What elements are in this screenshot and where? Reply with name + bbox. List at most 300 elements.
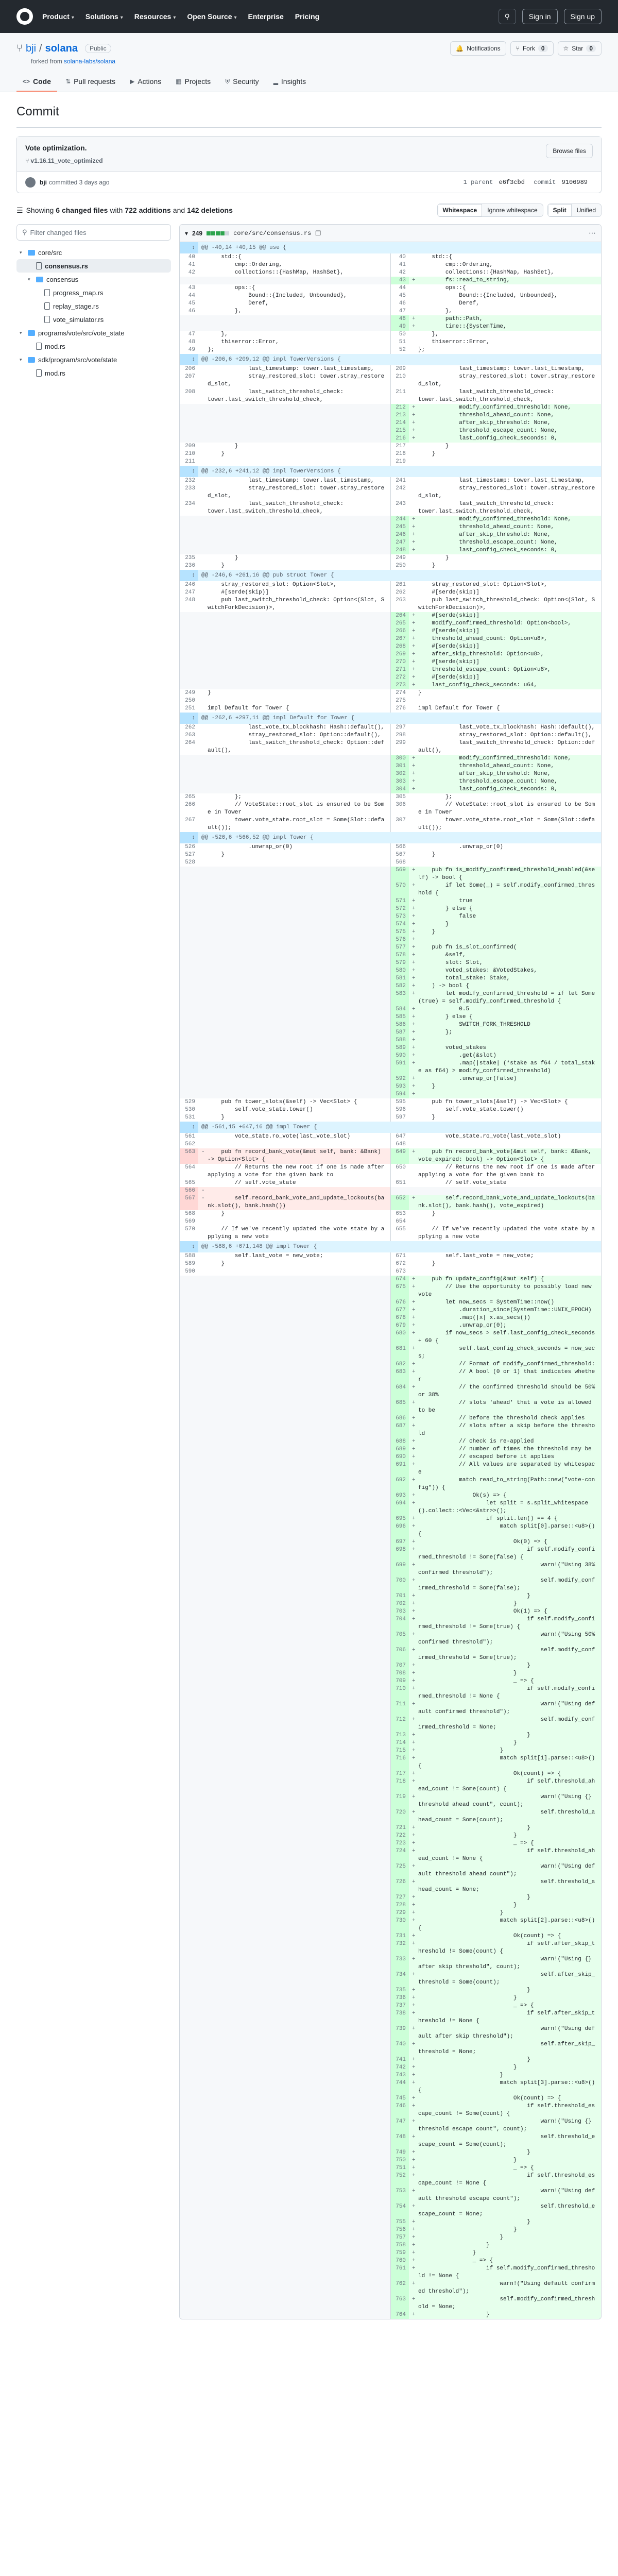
left-line-number[interactable]: 250 [185, 698, 195, 704]
right-line-number[interactable]: 697 [390, 1538, 409, 1546]
left-line-number[interactable] [180, 897, 198, 905]
forked-from-link[interactable]: solana-labs/solana [64, 58, 116, 65]
left-line-number[interactable] [180, 1299, 198, 1307]
left-line-number[interactable] [180, 2265, 198, 2280]
right-line-number[interactable]: 47 [390, 308, 409, 315]
left-line-number[interactable]: 236 [185, 563, 195, 569]
right-line-number[interactable]: 570 [390, 882, 409, 897]
left-line-number[interactable] [180, 651, 198, 658]
right-line-number[interactable]: 747 [390, 2118, 409, 2133]
right-line-number[interactable]: 594 [390, 1091, 409, 1098]
right-line-number[interactable]: 762 [390, 2280, 409, 2296]
right-line-number[interactable]: 731 [390, 1933, 409, 1940]
right-line-number[interactable]: 707 [390, 1662, 409, 1670]
left-line-number[interactable] [180, 1824, 198, 1832]
right-line-number[interactable]: 299 [390, 739, 409, 755]
right-line-number[interactable]: 650 [390, 1164, 409, 1179]
left-line-number[interactable]: 528 [185, 859, 195, 866]
right-line-number[interactable]: 739 [390, 2025, 409, 2041]
left-line-number[interactable] [180, 1662, 198, 1670]
left-line-number[interactable] [180, 435, 198, 443]
left-line-number[interactable] [180, 1739, 198, 1747]
right-line-number[interactable]: 651 [390, 1179, 409, 1187]
right-line-number[interactable] [390, 1187, 409, 1195]
left-line-number[interactable] [180, 2218, 198, 2226]
right-line-number[interactable]: 209 [390, 365, 409, 373]
right-line-number[interactable]: 701 [390, 1592, 409, 1600]
left-line-number[interactable] [180, 674, 198, 682]
left-line-number[interactable] [180, 2311, 198, 2319]
left-line-number[interactable] [180, 1538, 198, 1546]
left-line-number[interactable]: 45 [188, 300, 195, 307]
right-line-number[interactable]: 574 [390, 921, 409, 928]
left-line-number[interactable] [180, 1013, 198, 1021]
tree-folder[interactable] [16, 246, 171, 259]
left-line-number[interactable]: 248 [185, 597, 195, 603]
left-line-number[interactable] [180, 1577, 198, 1592]
tree-folder[interactable] [16, 326, 171, 340]
left-line-number[interactable] [180, 975, 198, 982]
right-line-number[interactable]: 211 [390, 388, 409, 396]
left-line-number[interactable] [180, 2103, 198, 2118]
left-line-number[interactable] [180, 944, 198, 952]
left-line-number[interactable] [180, 2072, 198, 2079]
right-line-number[interactable]: 675 [390, 1283, 409, 1299]
right-line-number[interactable]: 303 [390, 778, 409, 786]
right-line-number[interactable]: 275 [390, 697, 409, 705]
right-line-number[interactable]: 48 [390, 315, 409, 323]
right-line-number[interactable]: 49 [390, 323, 409, 331]
left-line-number[interactable]: 565 [185, 1180, 195, 1186]
left-line-number[interactable] [180, 867, 198, 882]
left-line-number[interactable]: 562 [185, 1141, 195, 1147]
left-line-number[interactable]: 589 [185, 1261, 195, 1267]
right-line-number[interactable]: 270 [390, 658, 409, 666]
left-line-number[interactable] [180, 1894, 198, 1902]
left-line-number[interactable] [180, 2118, 198, 2133]
right-line-number[interactable]: 297 [390, 724, 409, 732]
right-line-number[interactable]: 753 [390, 2188, 409, 2203]
right-line-number[interactable]: 709 [390, 1677, 409, 1685]
right-line-number[interactable]: 746 [390, 2103, 409, 2118]
right-line-number[interactable]: 724 [390, 1848, 409, 1863]
left-line-number[interactable]: 531 [185, 1114, 195, 1121]
right-line-number[interactable]: 580 [390, 967, 409, 975]
right-line-number[interactable]: 744 [390, 2079, 409, 2095]
left-line-number[interactable] [180, 419, 198, 427]
left-line-number[interactable]: 569 [185, 1218, 195, 1225]
left-line-number[interactable]: 207 [185, 374, 195, 380]
right-line-number[interactable]: 708 [390, 1670, 409, 1677]
left-line-number[interactable] [180, 1399, 198, 1415]
left-line-number[interactable] [180, 1902, 198, 1909]
left-line-number[interactable] [180, 2226, 198, 2234]
right-line-number[interactable]: 684 [390, 1384, 409, 1399]
right-line-number[interactable]: 727 [390, 1894, 409, 1902]
tab-actions[interactable] [124, 73, 167, 92]
expand-icon[interactable]: ↕ [180, 570, 198, 581]
left-line-number[interactable] [180, 882, 198, 897]
left-line-number[interactable] [180, 1345, 198, 1361]
expand-icon[interactable]: ↕ [180, 1122, 198, 1133]
tab-projects[interactable] [169, 73, 217, 92]
expand-icon[interactable]: ↕ [180, 1241, 198, 1252]
right-line-number[interactable]: 687 [390, 1422, 409, 1438]
left-line-number[interactable] [180, 1052, 198, 1060]
left-line-number[interactable] [180, 1747, 198, 1755]
right-line-number[interactable]: 696 [390, 1523, 409, 1538]
right-line-number[interactable]: 272 [390, 674, 409, 682]
right-line-number[interactable]: 706 [390, 1647, 409, 1662]
left-line-number[interactable] [180, 1037, 198, 1044]
right-line-number[interactable]: 692 [390, 1477, 409, 1492]
right-line-number[interactable]: 715 [390, 1747, 409, 1755]
right-line-number[interactable]: 273 [390, 682, 409, 689]
right-line-number[interactable]: 586 [390, 1021, 409, 1029]
right-line-number[interactable]: 654 [390, 1218, 409, 1226]
search-icon[interactable]: ⚲ [499, 9, 516, 24]
left-line-number[interactable]: 235 [185, 555, 195, 561]
right-line-number[interactable]: 730 [390, 1917, 409, 1933]
right-line-number[interactable] [390, 396, 409, 404]
left-line-number[interactable] [180, 620, 198, 628]
right-line-number[interactable]: 300 [390, 755, 409, 762]
left-line-number[interactable] [180, 1600, 198, 1608]
tree-file[interactable] [16, 313, 171, 326]
tree-file[interactable] [16, 286, 171, 299]
right-line-number[interactable]: 742 [390, 2064, 409, 2072]
right-line-number[interactable]: 758 [390, 2242, 409, 2249]
right-line-number[interactable]: 210 [390, 373, 409, 388]
left-line-number[interactable] [180, 1940, 198, 1956]
expand-icon[interactable]: ↕ [180, 832, 198, 843]
right-line-number[interactable]: 717 [390, 1770, 409, 1778]
left-line-number[interactable] [180, 1793, 198, 1809]
left-line-number[interactable] [180, 1415, 198, 1422]
right-line-number[interactable]: 576 [390, 936, 409, 944]
left-line-number[interactable] [180, 1044, 198, 1052]
more-options-icon[interactable]: ⋯ [589, 229, 596, 237]
right-line-number[interactable]: 216 [390, 435, 409, 443]
left-line-number[interactable]: 526 [185, 844, 195, 850]
right-line-number[interactable]: 572 [390, 905, 409, 913]
right-line-number[interactable]: 585 [390, 1013, 409, 1021]
right-line-number[interactable]: 581 [390, 975, 409, 982]
right-line-number[interactable]: 694 [390, 1500, 409, 1515]
left-line-number[interactable] [180, 1021, 198, 1029]
right-line-number[interactable]: 212 [390, 404, 409, 412]
left-line-number[interactable] [180, 2010, 198, 2025]
left-line-number[interactable] [180, 2257, 198, 2265]
right-line-number[interactable]: 249 [390, 554, 409, 562]
repo-owner-link[interactable]: bji [26, 42, 37, 54]
collapse-icon[interactable]: ▾ [185, 229, 188, 237]
right-line-number[interactable]: 677 [390, 1307, 409, 1314]
right-line-number[interactable]: 582 [390, 982, 409, 990]
left-line-number[interactable] [180, 1006, 198, 1013]
nav-item-solutions[interactable]: Solutions ▾ [85, 12, 123, 21]
right-line-number[interactable]: 250 [390, 562, 409, 570]
right-line-number[interactable]: 728 [390, 1902, 409, 1909]
right-line-number[interactable]: 718 [390, 1778, 409, 1793]
right-line-number[interactable]: 569 [390, 867, 409, 882]
right-line-number[interactable]: 652 [390, 1195, 409, 1210]
left-line-number[interactable] [180, 921, 198, 928]
right-line-number[interactable]: 648 [390, 1141, 409, 1148]
right-line-number[interactable]: 265 [390, 620, 409, 628]
right-line-number[interactable]: 733 [390, 1956, 409, 1971]
left-line-number[interactable] [180, 2172, 198, 2188]
left-line-number[interactable]: 266 [185, 802, 195, 808]
right-line-number[interactable]: 710 [390, 1685, 409, 1701]
right-line-number[interactable]: 568 [390, 859, 409, 867]
left-line-number[interactable] [180, 2095, 198, 2103]
right-line-number[interactable]: 756 [390, 2226, 409, 2234]
left-line-number[interactable] [180, 2234, 198, 2242]
left-line-number[interactable] [180, 770, 198, 778]
right-line-number[interactable]: 732 [390, 1940, 409, 1956]
left-line-number[interactable] [180, 2056, 198, 2064]
right-line-number[interactable]: 305 [390, 793, 409, 801]
right-line-number[interactable]: 245 [390, 523, 409, 531]
left-line-number[interactable] [180, 1438, 198, 1446]
left-line-number[interactable] [180, 682, 198, 689]
left-line-number[interactable]: 232 [185, 478, 195, 484]
right-line-number[interactable]: 591 [390, 1060, 409, 1075]
left-line-number[interactable]: 251 [185, 705, 195, 711]
right-line-number[interactable]: 267 [390, 635, 409, 643]
tree-folder[interactable] [16, 273, 171, 286]
left-line-number[interactable] [180, 2203, 198, 2218]
left-line-number[interactable] [180, 1956, 198, 1971]
right-line-number[interactable]: 679 [390, 1322, 409, 1330]
right-line-number[interactable]: 268 [390, 643, 409, 651]
left-line-number[interactable] [180, 1515, 198, 1523]
left-line-number[interactable]: 563 [180, 1148, 198, 1164]
left-line-number[interactable] [180, 2242, 198, 2249]
left-line-number[interactable]: 249 [185, 690, 195, 696]
left-line-number[interactable] [180, 396, 198, 404]
right-line-number[interactable]: 754 [390, 2203, 409, 2218]
left-line-number[interactable] [180, 1523, 198, 1538]
left-line-number[interactable] [180, 277, 198, 284]
right-line-number[interactable]: 274 [390, 689, 409, 697]
unified-button[interactable]: Unified [572, 204, 601, 216]
right-line-number[interactable]: 304 [390, 786, 409, 793]
left-line-number[interactable] [180, 404, 198, 412]
right-line-number[interactable]: 741 [390, 2056, 409, 2064]
left-line-number[interactable] [180, 1307, 198, 1314]
left-line-number[interactable]: 47 [188, 331, 195, 337]
right-line-number[interactable]: 589 [390, 1044, 409, 1052]
right-line-number[interactable]: 301 [390, 762, 409, 770]
file-path-link[interactable]: core/src/consensus.rs [233, 229, 312, 237]
left-line-number[interactable] [180, 913, 198, 921]
left-line-number[interactable] [180, 1677, 198, 1685]
right-line-number[interactable]: 246 [390, 531, 409, 539]
left-line-number[interactable]: 211 [185, 459, 195, 465]
left-line-number[interactable]: 41 [188, 262, 195, 268]
left-line-number[interactable] [180, 936, 198, 944]
left-line-number[interactable] [180, 2149, 198, 2157]
right-line-number[interactable]: 750 [390, 2157, 409, 2164]
tab-security[interactable] [219, 73, 265, 92]
right-line-number[interactable]: 752 [390, 2172, 409, 2188]
right-line-number[interactable]: 597 [390, 1114, 409, 1122]
copy-icon[interactable]: ❐ [315, 229, 321, 237]
left-line-number[interactable] [180, 643, 198, 651]
left-line-number[interactable] [180, 1477, 198, 1492]
right-line-number[interactable]: 676 [390, 1299, 409, 1307]
right-line-number[interactable]: 725 [390, 1863, 409, 1878]
left-line-number[interactable] [180, 1608, 198, 1616]
left-line-number[interactable] [180, 1987, 198, 1994]
branch-link[interactable]: v1.16.11_vote_optimized [30, 157, 103, 164]
left-line-number[interactable] [180, 666, 198, 674]
right-line-number[interactable]: 721 [390, 1824, 409, 1832]
left-line-number[interactable] [180, 1075, 198, 1083]
left-line-number[interactable] [180, 323, 198, 331]
left-line-number[interactable]: 40 [188, 254, 195, 260]
left-line-number[interactable]: 43 [188, 285, 195, 291]
right-line-number[interactable]: 269 [390, 651, 409, 658]
left-line-number[interactable] [180, 1832, 198, 1840]
right-line-number[interactable]: 683 [390, 1368, 409, 1384]
left-line-number[interactable] [180, 1091, 198, 1098]
right-line-number[interactable]: 45 [390, 292, 409, 300]
left-line-number[interactable] [180, 1029, 198, 1037]
right-line-number[interactable]: 40 [390, 253, 409, 261]
left-line-number[interactable] [180, 1994, 198, 2002]
left-line-number[interactable] [180, 959, 198, 967]
left-line-number[interactable] [180, 635, 198, 643]
left-line-number[interactable] [180, 1314, 198, 1322]
right-line-number[interactable]: 51 [390, 338, 409, 346]
right-line-number[interactable]: 690 [390, 1453, 409, 1461]
nav-item-product[interactable]: Product ▾ [42, 12, 74, 21]
left-line-number[interactable] [180, 1500, 198, 1515]
expand-icon[interactable]: ↕ [180, 354, 198, 365]
right-line-number[interactable]: 46 [390, 300, 409, 308]
left-line-number[interactable] [180, 2079, 198, 2095]
right-line-number[interactable]: 682 [390, 1361, 409, 1368]
left-line-number[interactable] [180, 1732, 198, 1739]
right-line-number[interactable]: 243 [390, 500, 409, 508]
right-line-number[interactable]: 702 [390, 1600, 409, 1608]
right-line-number[interactable]: 215 [390, 427, 409, 435]
left-line-number[interactable] [180, 1701, 198, 1716]
right-line-number[interactable]: 716 [390, 1755, 409, 1770]
right-line-number[interactable]: 588 [390, 1037, 409, 1044]
commit-author[interactable]: bji [40, 179, 47, 186]
right-line-number[interactable]: 587 [390, 1029, 409, 1037]
parent-sha-link[interactable]: e6f3cbd [499, 179, 525, 186]
right-line-number[interactable]: 703 [390, 1608, 409, 1616]
right-line-number[interactable]: 218 [390, 450, 409, 458]
left-line-number[interactable] [180, 531, 198, 539]
right-line-number[interactable]: 578 [390, 952, 409, 959]
right-line-number[interactable]: 276 [390, 705, 409, 713]
right-line-number[interactable]: 573 [390, 913, 409, 921]
left-line-number[interactable] [180, 1809, 198, 1824]
right-line-number[interactable]: 689 [390, 1446, 409, 1453]
left-line-number[interactable]: 233 [185, 485, 195, 492]
left-line-number[interactable] [180, 1422, 198, 1438]
right-line-number[interactable]: 241 [390, 477, 409, 485]
left-line-number[interactable] [180, 1863, 198, 1878]
left-line-number[interactable]: 264 [185, 740, 195, 746]
right-line-number[interactable]: 247 [390, 539, 409, 547]
left-line-number[interactable]: 247 [185, 589, 195, 596]
right-line-number[interactable]: 734 [390, 1971, 409, 1987]
left-line-number[interactable] [180, 1453, 198, 1461]
right-line-number[interactable]: 595 [390, 1098, 409, 1106]
left-line-number[interactable] [180, 1778, 198, 1793]
notifications-button[interactable] [450, 41, 506, 56]
left-line-number[interactable] [180, 2157, 198, 2164]
right-line-number[interactable]: 735 [390, 1987, 409, 1994]
right-line-number[interactable]: 271 [390, 666, 409, 674]
right-line-number[interactable]: 691 [390, 1461, 409, 1477]
tree-file[interactable] [16, 299, 171, 313]
right-line-number[interactable]: 755 [390, 2218, 409, 2226]
left-line-number[interactable] [180, 523, 198, 531]
tree-file[interactable] [16, 340, 171, 353]
right-line-number[interactable]: 711 [390, 1701, 409, 1716]
repo-name-link[interactable]: solana [45, 42, 78, 54]
right-line-number[interactable]: 213 [390, 412, 409, 419]
right-line-number[interactable]: 50 [390, 331, 409, 338]
right-line-number[interactable]: 673 [390, 1268, 409, 1276]
left-line-number[interactable] [180, 516, 198, 523]
right-line-number[interactable]: 263 [390, 597, 409, 612]
left-line-number[interactable] [180, 2164, 198, 2172]
right-line-number[interactable]: 671 [390, 1252, 409, 1260]
left-line-number[interactable]: 262 [185, 724, 195, 731]
left-line-number[interactable]: 49 [188, 347, 195, 353]
right-line-number[interactable]: 723 [390, 1840, 409, 1848]
right-line-number[interactable]: 42 [390, 269, 409, 277]
left-line-number[interactable] [180, 2188, 198, 2203]
tree-folder[interactable] [16, 353, 171, 366]
left-line-number[interactable] [180, 967, 198, 975]
right-line-number[interactable]: 584 [390, 1006, 409, 1013]
nav-item-resources[interactable]: Resources ▾ [134, 12, 176, 21]
right-line-number[interactable]: 749 [390, 2149, 409, 2157]
right-line-number[interactable]: 685 [390, 1399, 409, 1415]
nav-item-open-source[interactable]: Open Source ▾ [187, 12, 237, 21]
right-line-number[interactable]: 306 [390, 801, 409, 817]
left-line-number[interactable] [180, 762, 198, 770]
left-line-number[interactable] [180, 2025, 198, 2041]
left-line-number[interactable]: 234 [185, 501, 195, 507]
left-line-number[interactable] [180, 2133, 198, 2149]
left-line-number[interactable] [180, 1330, 198, 1345]
left-line-number[interactable] [180, 1276, 198, 1283]
right-line-number[interactable]: 704 [390, 1616, 409, 1631]
right-line-number[interactable]: 567 [390, 851, 409, 859]
right-line-number[interactable]: 217 [390, 443, 409, 450]
right-line-number[interactable]: 719 [390, 1793, 409, 1809]
right-line-number[interactable]: 693 [390, 1492, 409, 1500]
right-line-number[interactable]: 672 [390, 1260, 409, 1268]
left-line-number[interactable] [180, 1770, 198, 1778]
left-line-number[interactable]: 530 [185, 1107, 195, 1113]
right-line-number[interactable]: 571 [390, 897, 409, 905]
right-line-number[interactable]: 579 [390, 959, 409, 967]
right-line-number[interactable]: 52 [390, 346, 409, 354]
left-line-number[interactable]: 267 [185, 817, 195, 823]
